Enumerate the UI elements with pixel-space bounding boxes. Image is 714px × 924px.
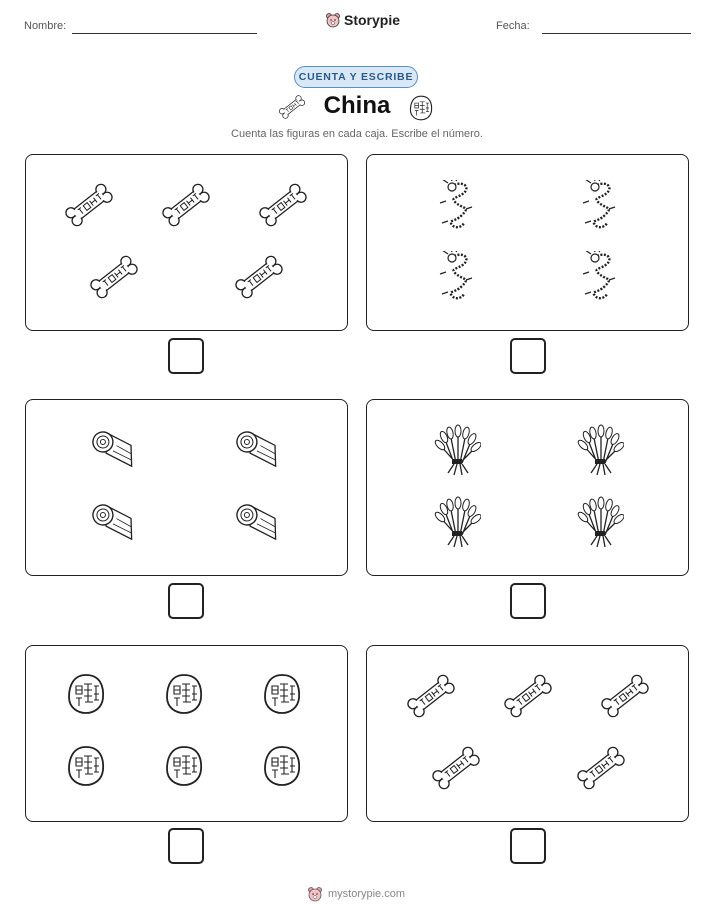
engraved-stone-icon — [164, 744, 204, 788]
bone-scroll-icon — [89, 252, 139, 302]
engraved-stone-icon — [66, 672, 106, 716]
bear-icon — [307, 886, 323, 902]
grass-bundle-icon — [431, 424, 481, 476]
brand-name: Storypie — [344, 12, 401, 28]
engraved-stone-icon — [262, 744, 302, 788]
engraved-stone-icon — [262, 672, 302, 716]
answer-box-4[interactable] — [510, 583, 546, 619]
rolled-scroll-icon — [231, 497, 285, 543]
engraved-stone-icon — [164, 672, 204, 716]
bear-icon — [325, 12, 341, 28]
dragon-icon — [431, 180, 481, 234]
date-line[interactable] — [542, 33, 691, 34]
footer — [307, 886, 405, 902]
bone-scroll-icon — [503, 671, 553, 721]
dragon-icon — [574, 180, 624, 234]
name-label: Nombre: — [24, 20, 67, 32]
rolled-scroll-icon — [231, 424, 285, 470]
brand-logo — [325, 12, 400, 28]
date-label: Fecha: — [496, 20, 530, 32]
bone-scroll-icon — [600, 671, 650, 721]
bone-scroll-icon — [234, 252, 284, 302]
dragon-icon — [431, 251, 481, 305]
bone-scroll-icon — [64, 180, 114, 230]
bone-scroll-icon — [258, 180, 308, 230]
grass-bundle-icon — [574, 496, 624, 548]
grass-bundle-icon — [574, 424, 624, 476]
answer-box-1[interactable] — [168, 338, 204, 374]
bone-scroll-icon — [406, 671, 456, 721]
bone-scroll-icon — [576, 743, 626, 793]
activity-badge: CUENTA Y ESCRIBE — [294, 66, 418, 88]
instructions: Cuenta las figuras en cada caja. Escribe el número. — [231, 128, 483, 140]
name-line[interactable] — [72, 33, 257, 34]
count-panel-4 — [366, 399, 689, 576]
page-title: China — [323, 92, 391, 119]
count-panel-3 — [25, 399, 348, 576]
answer-box-5[interactable] — [168, 828, 204, 864]
footer-site: mystorypie.com — [328, 888, 406, 900]
engraved-stone-icon — [408, 94, 434, 122]
answer-box-2[interactable] — [510, 338, 546, 374]
answer-box-6[interactable] — [510, 828, 546, 864]
answer-box-3[interactable] — [168, 583, 204, 619]
rolled-scroll-icon — [87, 424, 141, 470]
count-panel-2 — [366, 154, 689, 331]
bone-scroll-icon — [431, 743, 481, 793]
grass-bundle-icon — [431, 496, 481, 548]
dragon-icon — [574, 251, 624, 305]
bone-scroll-icon — [161, 180, 211, 230]
engraved-stone-icon — [66, 744, 106, 788]
rolled-scroll-icon — [87, 497, 141, 543]
